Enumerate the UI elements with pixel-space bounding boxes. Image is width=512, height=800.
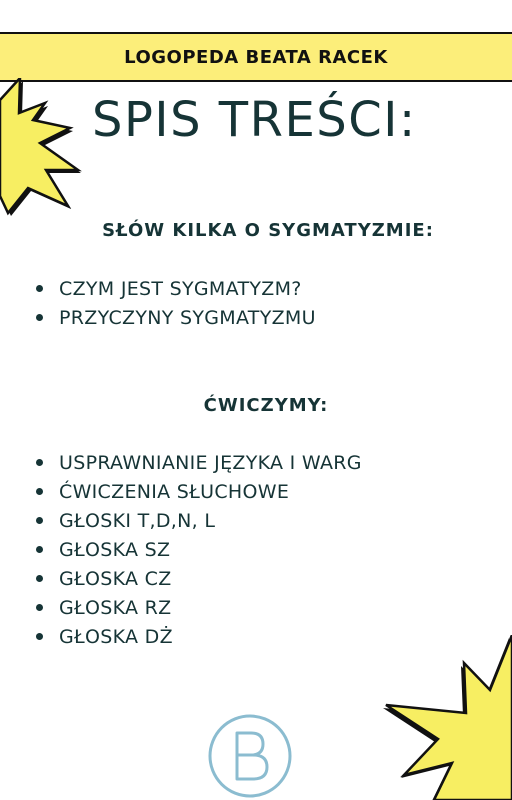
toc-item-label: GŁOSKI T,D,N, L (59, 509, 216, 532)
bullet-icon (36, 488, 43, 495)
toc-item-label: GŁOSKA DŻ (59, 625, 173, 648)
page-title: SPIS TREŚCI: (92, 92, 417, 148)
toc-item (36, 535, 362, 564)
bullet-icon (36, 633, 43, 640)
toc-item (36, 622, 362, 651)
bullet-icon (36, 546, 43, 553)
toc-item-label: PRZYCZYNY SYGMATYZMU (59, 306, 316, 329)
comic-burst-top-icon (0, 78, 90, 218)
toc-item-label: CZYM JEST SYGMATYZM? (59, 277, 302, 300)
toc-list-sygmatyzm (36, 274, 316, 332)
bullet-icon (36, 314, 43, 321)
toc-item (36, 448, 362, 477)
b-monogram-icon (207, 713, 293, 799)
toc-list-cwiczymy (36, 448, 362, 651)
bullet-icon (36, 575, 43, 582)
toc-item (36, 593, 362, 622)
toc-item (36, 564, 362, 593)
bullet-icon (36, 285, 43, 292)
toc-item (36, 506, 362, 535)
toc-item (36, 303, 316, 332)
header-band (0, 32, 512, 82)
section-heading-cwiczymy: ĆWICZYMY: (203, 395, 329, 416)
toc-item-label: ĆWICZENIA SŁUCHOWE (59, 480, 290, 503)
bullet-icon (36, 459, 43, 466)
comic-burst-bottom-icon (382, 635, 512, 800)
toc-item-label: GŁOSKA RZ (59, 596, 172, 619)
bullet-icon (36, 517, 43, 524)
toc-item-label: GŁOSKA SZ (59, 538, 171, 561)
toc-item (36, 477, 362, 506)
header-title: LOGOPEDA BEATA RACEK (124, 46, 388, 68)
toc-item-label: USPRAWNIANIE JĘZYKA I WARG (59, 451, 362, 474)
toc-item-label: GŁOSKA CZ (59, 567, 172, 590)
section-heading-sygmatyzm: SŁÓW KILKA O SYGMATYZMIE: (102, 220, 434, 241)
toc-item (36, 274, 316, 303)
bullet-icon (36, 604, 43, 611)
